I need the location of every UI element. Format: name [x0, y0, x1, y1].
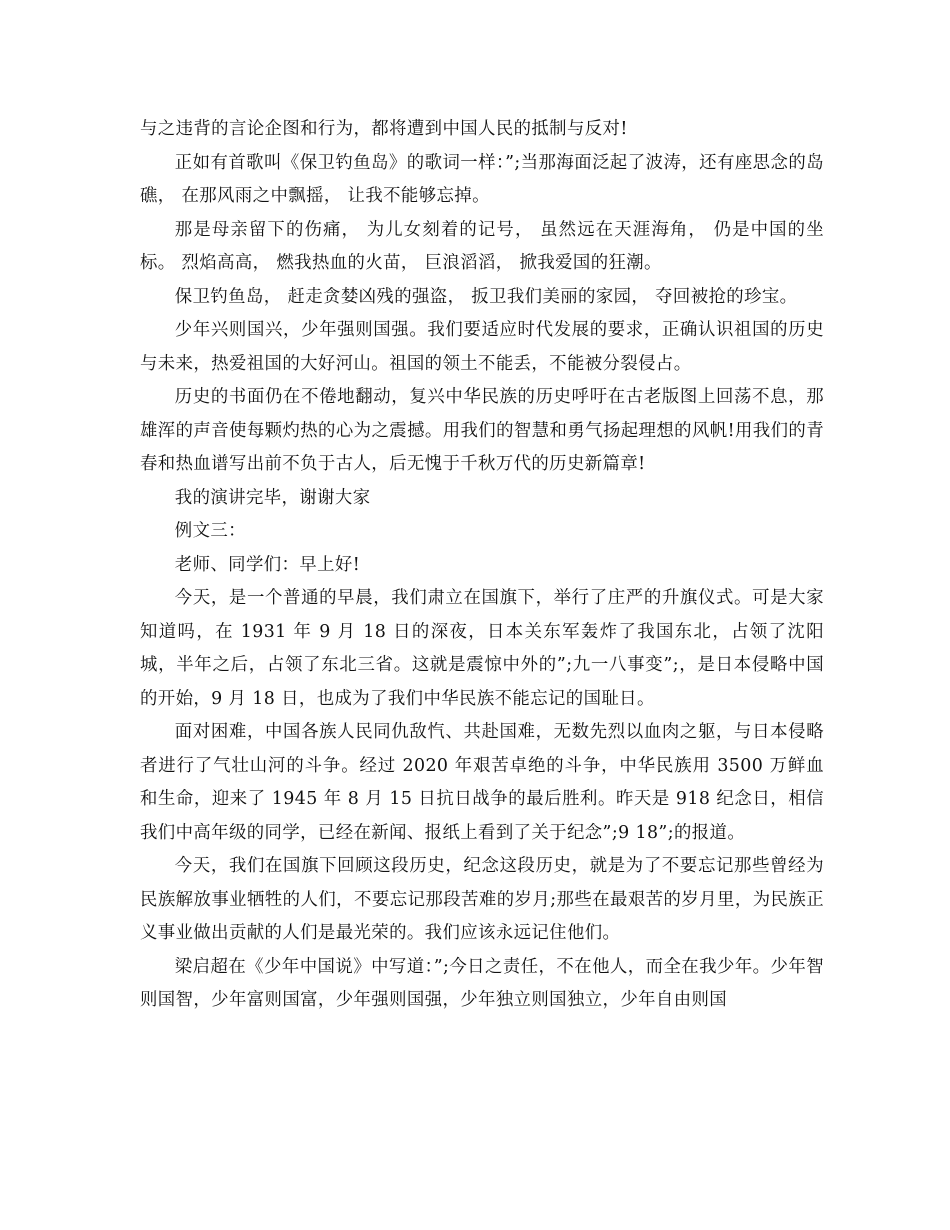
paragraph-liang-qichao: 梁启超在《少年中国说》中写道：”;今日之责任，不在他人，而全在我少年。少年智则国智，少年富则国富，少年强则国强，少年独立则国独立，少年自由则国 — [140, 956, 824, 1010]
section-heading-example-3: 例文三： — [174, 521, 246, 541]
paragraph-resistance: 面对困难，中国各族人民同仇敌忾、共赴国难，无数先烈以血肉之躯，与日本侵略者进行了气壮山河的斗争。经过 2020 年艰苦卓绝的斗争，中华民族用 3500 万鲜血和生命，迎来了 1945 年 8 月 15 日抗日战争的最后胜利。昨天是 918 纪念日，相信我们中高年级的同学，已经在新闻、报纸上看到了关于纪念”;9 18”;的报道。 — [140, 722, 824, 843]
paragraph-september-18: 今天，是一个普通的早晨，我们肃立在国旗下，举行了庄严的升旗仪式。可是大家知道吗，在 1931 年 9 月 18 日的深夜，日本关东军轰炸了我国东北，占领了沈阳城，半年之后，占领了东北三省。这就是震惊中外的”;九一八事变”;，是日本侵略中国的开始，9 月 18 日，也成为了我们中华民族不能忘记的国耻日。 — [140, 588, 824, 709]
paragraph-song-intro: 正如有首歌叫《保卫钓鱼岛》的歌词一样：”;当那海面泛起了波涛，还有座思念的岛礁， 在那风雨之中飘摇， 让我不能够忘掉。 — [140, 152, 824, 206]
paragraph-remembrance: 今天，我们在国旗下回顾这段历史，纪念这段历史，就是为了不要忘记那些曾经为民族解放事业牺牲的人们，不要忘记那段苦难的岁月;那些在最艰苦的岁月里，为民族正义事业做出贡献的人们是最光荣的。我们应该永远记住他们。 — [140, 856, 824, 943]
paragraph-youth: 少年兴则国兴，少年强则国强。我们要适应时代发展的要求，正确认识祖国的历史与未来，热爱祖国的大好河山。祖国的领土不能丢，不能被分裂侵占。 — [140, 320, 824, 374]
paragraph-closing: 我的演讲完毕，谢谢大家 — [174, 487, 371, 508]
paragraph-history: 历史的书面仍在不倦地翻动，复兴中华民族的历史呼吁在古老版图上回荡不息，那雄浑的声音使每颗灼热的心为之震撼。用我们的智慧和勇气扬起理想的风帆!用我们的青春和热血谱写出前不负于古人，后无愧于千秋万代的历史新篇章! — [140, 387, 824, 474]
paragraph-song-verse-2: 保卫钓鱼岛， 赶走贪婪凶残的强盗， 扳卫我们美丽的家园， 夺回被抢的珍宝。 — [174, 286, 798, 307]
paragraph-greeting: 老师、同学们：早上好! — [174, 554, 361, 575]
paragraph-continuation: 与之违背的言论企图和行为，都将遭到中国人民的抵制与反对! — [140, 119, 628, 139]
document-body — [140, 113, 824, 1018]
paragraph-song-verse-1: 那是母亲留下的伤痛， 为儿女刻着的记号， 虽然远在天涯海角， 仍是中国的坐标。 烈焰高高， 燃我热血的火苗， 巨浪滔滔， 掀我爱国的狂潮。 — [140, 219, 824, 273]
